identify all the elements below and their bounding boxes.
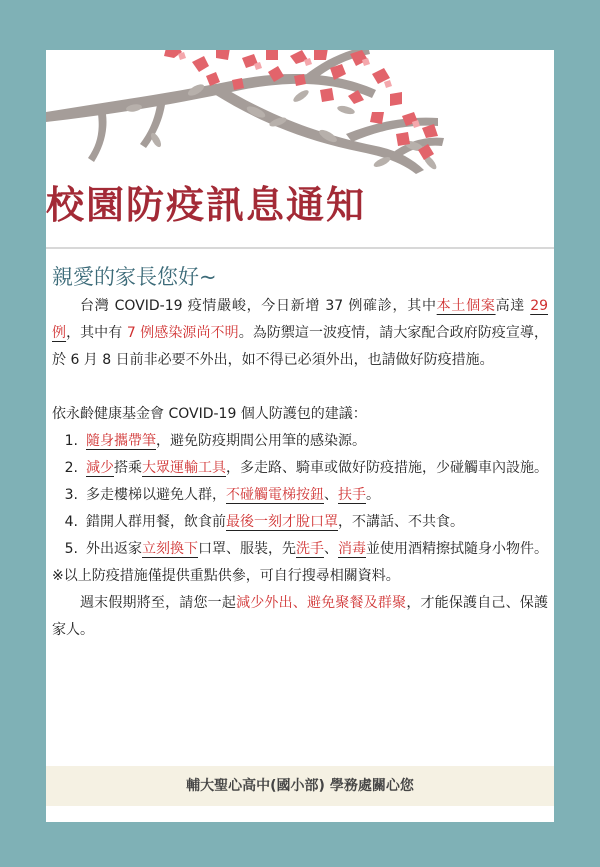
list-item-number: 3.: [64, 487, 78, 503]
list-item-segment: ，多走路、騎車或做好防疫措施，少碰觸車內設施。: [226, 460, 548, 476]
list-item: [52, 536, 548, 563]
notice-body: [52, 293, 548, 644]
advice-heading-text: 依永齡健康基金會 COVID-19 個人防護包的建議：: [52, 406, 367, 422]
footer-signature: 輔大聖心高中(國小部) 學務處關心您: [46, 766, 554, 806]
list-item-number: 5.: [64, 541, 78, 557]
list-item: [52, 428, 548, 455]
highlight-local-cases: 本土個案: [436, 298, 496, 314]
intro-text: 。為防禦這一波疫情，請大家配合政府防疫宣導，於 6 月 8 日前非必要不外出，如不得已必須外出，也請做好防疫措施。: [52, 325, 548, 368]
title-divider: [46, 247, 554, 249]
closing-paragraph: [52, 590, 548, 644]
list-item-segment: 、: [324, 487, 338, 503]
closing-text: ，才能保護自己、保護家人。: [52, 595, 548, 638]
highlight-unknown-source: 7 例感染源尚不明: [126, 325, 239, 341]
list-item-segment: 。: [366, 487, 380, 503]
list-item-segment: 口罩、服裝，先: [198, 541, 296, 557]
highlight-case-count: 29 例: [52, 298, 549, 341]
closing-text: 週末假期將至，請您一起: [80, 595, 237, 611]
highlight: 洗手: [296, 541, 324, 557]
list-item-segment: 錯開人群用餐，飲食前: [86, 514, 226, 530]
list-item-number: 1.: [64, 433, 78, 449]
greeting: 親愛的家長您好~: [52, 265, 217, 289]
notice-sheet: [46, 50, 554, 822]
list-item-text: [86, 428, 548, 455]
intro-text: 台灣 COVID-19 疫情嚴峻，今日新增 37 例確診，其中: [80, 298, 437, 314]
list-item: [52, 455, 548, 482]
highlight: 大眾運輸工具: [142, 460, 226, 476]
list-item-segment: 搭乘: [114, 460, 142, 476]
highlight: 隨身攜帶筆: [86, 433, 156, 449]
highlight: 減少: [86, 460, 114, 476]
disclaimer: ※以上防疫措施僅提供重點供參，可自行搜尋相關資料。: [52, 568, 400, 584]
list-item-number: 2.: [64, 460, 78, 476]
list-item-segment: 多走樓梯以避免人群，: [86, 487, 226, 503]
list-item-segment: 外出返家: [86, 541, 142, 557]
notice-title: 校園防疫訊息通知: [46, 183, 367, 227]
list-item-segment: ，避免防疫期間公用筆的感染源。: [156, 433, 366, 449]
list-item-text: [86, 509, 548, 536]
list-item-text: [86, 536, 548, 563]
list-item-number: 4.: [64, 514, 78, 530]
highlight: 最後一刻才脫口罩: [226, 514, 338, 530]
list-item-text: [86, 455, 548, 482]
list-item-segment: 、: [324, 541, 338, 557]
spacer: [52, 374, 548, 401]
highlight: 消毒: [338, 541, 366, 557]
highlight-reduce-outings: 減少外出、避免聚餐及群聚: [236, 595, 407, 611]
advice-heading: [52, 401, 548, 428]
list-item: [52, 509, 548, 536]
intro-text: ，其中有: [66, 325, 127, 341]
advice-list: [52, 428, 548, 563]
list-item-text: [86, 482, 548, 509]
list-item-segment: ，不講話、不共食。: [338, 514, 464, 530]
highlight: 不碰觸電梯按鈕: [226, 487, 324, 503]
highlight: 扶手: [338, 487, 366, 503]
highlight: 立刻換下: [142, 541, 198, 557]
list-item-segment: 並使用酒精擦拭隨身小物件。: [366, 541, 548, 557]
list-item: [52, 482, 548, 509]
intro-paragraph: [52, 293, 548, 374]
intro-text: 高達: [495, 298, 531, 314]
